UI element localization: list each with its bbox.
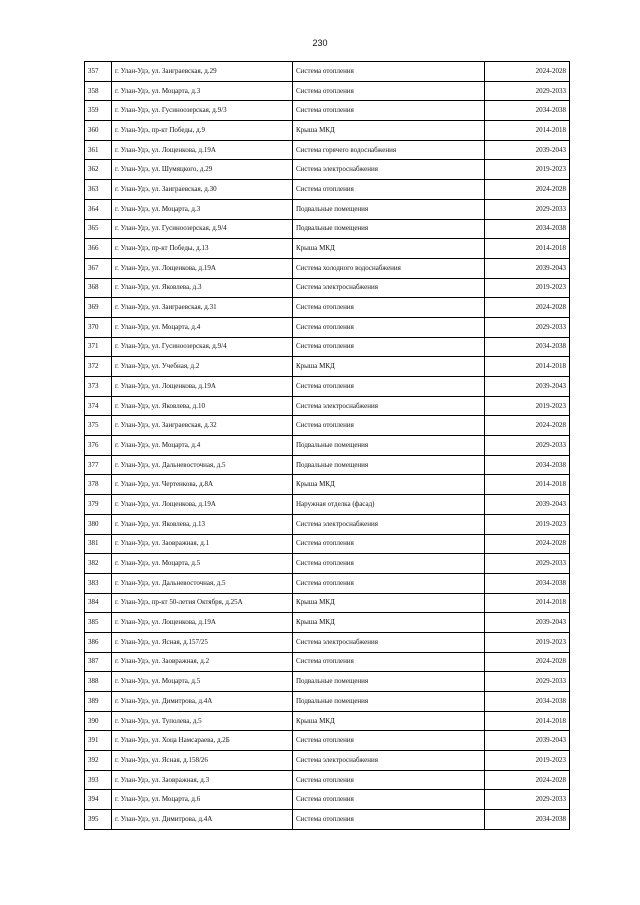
row-number: 373 [85,377,112,397]
page-number: 230 [312,38,328,48]
building-system: Подвальные помещения [293,455,485,475]
building-system: Система отопления [293,81,485,101]
row-number: 389 [85,692,112,712]
row-number: 360 [85,121,112,141]
building-system: Подвальные помещения [293,436,485,456]
table-row [85,692,570,712]
building-address: г. Улан-Удэ, ул. Ясная, д.158/26 [112,751,293,771]
building-address: г. Улан-Удэ, пр-кт 50-летия Октября, д.25А [112,593,293,613]
repair-period: 2034-2038 [485,101,570,121]
row-number: 385 [85,613,112,633]
table-row [85,337,570,357]
repair-period: 2014-2018 [485,357,570,377]
table-row [85,495,570,515]
building-address: г. Улан-Удэ, ул. Яковлева, д.10 [112,396,293,416]
building-address: г. Улан-Удэ, ул. Лощенкова, д.19А [112,613,293,633]
repair-period: 2034-2038 [485,455,570,475]
table-row [85,278,570,298]
building-address: г. Улан-Удэ, ул. Моцарта, д.5 [112,672,293,692]
row-number: 393 [85,770,112,790]
building-system: Система отопления [293,416,485,436]
row-number: 380 [85,514,112,534]
building-system: Наружная отделка (фасад) [293,495,485,515]
building-address: г. Улан-Удэ, ул. Туполева, д.5 [112,711,293,731]
row-number: 386 [85,632,112,652]
building-address: г. Улан-Удэ, ул. Ясная, д.157/25 [112,632,293,652]
building-system: Система отопления [293,534,485,554]
repair-period: 2014-2018 [485,475,570,495]
building-system: Система электроснабжения [293,160,485,180]
building-address: г. Улан-Удэ, ул. Моцарта, д.5 [112,554,293,574]
repair-period: 2024-2028 [485,770,570,790]
building-system: Система отопления [293,731,485,751]
table-row [85,613,570,633]
repair-period: 2024-2028 [485,62,570,82]
table-row [85,672,570,692]
building-system: Крыша МКД [293,593,485,613]
row-number: 369 [85,298,112,318]
row-number: 367 [85,258,112,278]
building-system: Система отопления [293,554,485,574]
table-row [85,632,570,652]
row-number: 392 [85,751,112,771]
repair-period: 2024-2028 [485,298,570,318]
building-system: Система отопления [293,101,485,121]
table-row [85,160,570,180]
table-row [85,810,570,830]
row-number: 362 [85,160,112,180]
repair-period: 2039-2043 [485,613,570,633]
building-address: г. Улан-Удэ, ул. Яковлева, д.13 [112,514,293,534]
row-number: 357 [85,62,112,82]
row-number: 382 [85,554,112,574]
row-number: 359 [85,101,112,121]
table-row [85,475,570,495]
row-number: 368 [85,278,112,298]
building-system: Подвальные помещения [293,692,485,712]
building-address: г. Улан-Удэ, ул. Учебная, д.2 [112,357,293,377]
table-row [85,790,570,810]
repair-period: 2014-2018 [485,239,570,259]
table-row [85,711,570,731]
building-address: г. Улан-Удэ, ул. Гусиноозерская, д.9/4 [112,337,293,357]
building-system: Система электроснабжения [293,751,485,771]
building-address: г. Улан-Удэ, ул. Заиграевская, д.32 [112,416,293,436]
building-system: Система электроснабжения [293,514,485,534]
repair-period: 2024-2028 [485,416,570,436]
repair-period: 2034-2038 [485,337,570,357]
building-address: г. Улан-Удэ, ул. Моцарта, д.4 [112,317,293,337]
repair-schedule-table [84,61,570,830]
table-row [85,140,570,160]
building-address: г. Улан-Удэ, ул. Моцарта, д.4 [112,436,293,456]
repair-period: 2039-2043 [485,377,570,397]
building-system: Система отопления [293,573,485,593]
building-address: г. Улан-Удэ, ул. Шумяцкого, д.29 [112,160,293,180]
table-row [85,81,570,101]
table-row [85,258,570,278]
building-address: г. Улан-Удэ, ул. Лощенкова, д.19А [112,140,293,160]
row-number: 378 [85,475,112,495]
repair-period: 2034-2038 [485,573,570,593]
building-address: г. Улан-Удэ, ул. Заовражная, д.1 [112,534,293,554]
table-row [85,593,570,613]
row-number: 376 [85,436,112,456]
repair-period: 2039-2043 [485,140,570,160]
repair-period: 2039-2043 [485,258,570,278]
row-number: 364 [85,199,112,219]
building-system: Подвальные помещения [293,199,485,219]
row-number: 391 [85,731,112,751]
repair-period: 2039-2043 [485,731,570,751]
building-system: Крыша МКД [293,239,485,259]
row-number: 377 [85,455,112,475]
row-number: 390 [85,711,112,731]
building-system: Система отопления [293,652,485,672]
repair-period: 2029-2033 [485,199,570,219]
building-system: Система отопления [293,298,485,318]
repair-period: 2019-2023 [485,160,570,180]
row-number: 394 [85,790,112,810]
table-row [85,298,570,318]
row-number: 372 [85,357,112,377]
repair-period: 2029-2033 [485,81,570,101]
table-row [85,534,570,554]
building-system: Система отопления [293,317,485,337]
row-number: 374 [85,396,112,416]
building-address: г. Улан-Удэ, ул. Дальневосточная, д.5 [112,455,293,475]
building-address: г. Улан-Удэ, ул. Димитрова, д.4А [112,692,293,712]
building-address: г. Улан-Удэ, ул. Чертенкова, д.8А [112,475,293,495]
row-number: 379 [85,495,112,515]
building-system: Крыша МКД [293,613,485,633]
building-system: Система отопления [293,790,485,810]
building-address: г. Улан-Удэ, ул. Заовражная, д.3 [112,770,293,790]
repair-period: 2039-2043 [485,495,570,515]
building-address: г. Улан-Удэ, ул. Заиграевская, д.29 [112,62,293,82]
table-row [85,573,570,593]
row-number: 375 [85,416,112,436]
repair-period: 2019-2023 [485,751,570,771]
building-address: г. Улан-Удэ, ул. Яковлева, д.3 [112,278,293,298]
repair-period: 2014-2018 [485,593,570,613]
building-system: Крыша МКД [293,121,485,141]
repair-period: 2019-2023 [485,278,570,298]
repair-period: 2024-2028 [485,652,570,672]
building-system: Система электроснабжения [293,396,485,416]
row-number: 365 [85,219,112,239]
repair-period: 2024-2028 [485,534,570,554]
building-system: Система отопления [293,337,485,357]
repair-period: 2014-2018 [485,711,570,731]
table-row [85,239,570,259]
row-number: 358 [85,81,112,101]
repair-period: 2029-2033 [485,672,570,692]
table-row [85,199,570,219]
row-number: 363 [85,180,112,200]
table-row [85,396,570,416]
repair-period: 2019-2023 [485,514,570,534]
table-row [85,317,570,337]
repair-period: 2034-2038 [485,219,570,239]
row-number: 381 [85,534,112,554]
building-address: г. Улан-Удэ, ул. Моцарта, д.3 [112,199,293,219]
repair-period: 2024-2028 [485,180,570,200]
building-system: Система отопления [293,377,485,397]
building-system: Крыша МКД [293,475,485,495]
building-address: г. Улан-Удэ, пр-кт Победы, д.13 [112,239,293,259]
table-body [85,62,570,830]
table-row [85,554,570,574]
row-number: 395 [85,810,112,830]
building-address: г. Улан-Удэ, ул. Заовражная, д.2 [112,652,293,672]
repair-period: 2029-2033 [485,790,570,810]
building-address: г. Улан-Удэ, ул. Дальневосточная, д.5 [112,573,293,593]
repair-period: 2029-2033 [485,436,570,456]
table-row [85,377,570,397]
repair-period: 2029-2033 [485,554,570,574]
building-system: Система холодного водоснабжения [293,258,485,278]
row-number: 384 [85,593,112,613]
repair-period: 2034-2038 [485,692,570,712]
repair-period: 2034-2038 [485,810,570,830]
building-address: г. Улан-Удэ, пр-кт Победы, д.9 [112,121,293,141]
row-number: 361 [85,140,112,160]
building-system: Система отопления [293,810,485,830]
building-system: Система отопления [293,62,485,82]
table-row [85,731,570,751]
table-row [85,652,570,672]
building-address: г. Улан-Удэ, ул. Хоца Намсараева, д.2Б [112,731,293,751]
row-number: 371 [85,337,112,357]
row-number: 388 [85,672,112,692]
building-system: Система электроснабжения [293,632,485,652]
row-number: 387 [85,652,112,672]
row-number: 366 [85,239,112,259]
building-address: г. Улан-Удэ, ул. Гусиноозерская, д.9/3 [112,101,293,121]
table-row [85,416,570,436]
repair-period: 2029-2033 [485,317,570,337]
building-system: Система отопления [293,180,485,200]
building-address: г. Улан-Удэ, ул. Заиграевская, д.31 [112,298,293,318]
table-row [85,62,570,82]
building-address: г. Улан-Удэ, ул. Лощенкова, д.19А [112,258,293,278]
table-row [85,436,570,456]
building-system: Крыша МКД [293,357,485,377]
building-system: Подвальные помещения [293,672,485,692]
building-address: г. Улан-Удэ, ул. Заиграевская, д.30 [112,180,293,200]
building-address: г. Улан-Удэ, ул. Лощенкова, д.19А [112,495,293,515]
repair-period: 2019-2023 [485,396,570,416]
table-row [85,357,570,377]
row-number: 370 [85,317,112,337]
table-row [85,219,570,239]
building-system: Система электроснабжения [293,278,485,298]
repair-period: 2014-2018 [485,121,570,141]
table-row [85,455,570,475]
building-address: г. Улан-Удэ, ул. Моцарта, д.6 [112,790,293,810]
building-address: г. Улан-Удэ, ул. Димитрова, д.4А [112,810,293,830]
table-row [85,101,570,121]
building-system: Система горячего водоснабжения [293,140,485,160]
table-row [85,121,570,141]
repair-period: 2019-2023 [485,632,570,652]
building-address: г. Улан-Удэ, ул. Гусиноозерская, д.9/4 [112,219,293,239]
table-row [85,770,570,790]
building-address: г. Улан-Удэ, ул. Моцарта, д.3 [112,81,293,101]
building-system: Крыша МКД [293,711,485,731]
row-number: 383 [85,573,112,593]
building-address: г. Улан-Удэ, ул. Лощенкова, д.19А [112,377,293,397]
building-system: Система отопления [293,770,485,790]
table-row [85,180,570,200]
table-row [85,751,570,771]
building-system: Подвальные помещения [293,219,485,239]
table-row [85,514,570,534]
